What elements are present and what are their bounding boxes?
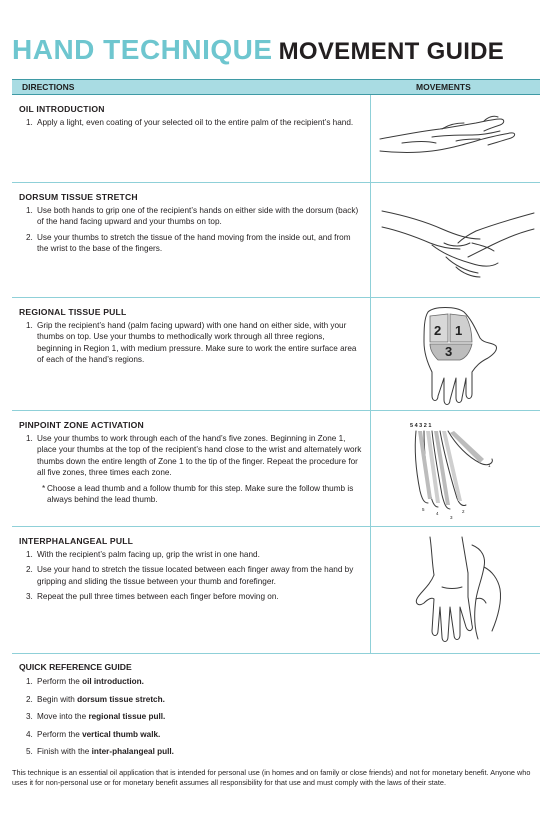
quick-reference-item bbox=[22, 694, 174, 705]
section-dorsum-tissue-stretch bbox=[12, 183, 540, 298]
step-text: Repeat the pull three times between each finger before moving on. bbox=[37, 592, 279, 602]
step-text: Use your thumbs to work through each of the hand’s five zones. Beginning in Zone 1, place your thumbs at the top of the recipient’s hand close to the wrist and alternately work thumbs down the entire length of Zone 1 to the tip of the finger. Repeat the procedure for all five zones, three times each zone. bbox=[37, 434, 362, 478]
section-title: REGIONAL TISSUE PULL bbox=[19, 307, 127, 317]
item-number: 5. bbox=[26, 747, 33, 757]
region-label-2: 2 bbox=[434, 323, 442, 338]
step-item bbox=[22, 591, 362, 602]
step-text: With the recipient’s palm facing up, grip the wrist in one hand. bbox=[37, 550, 260, 559]
open-palm-illustration bbox=[372, 95, 540, 182]
title-part-2: MOVEMENT GUIDE bbox=[278, 38, 505, 65]
region-label-3: 3 bbox=[445, 344, 453, 359]
step-note bbox=[22, 483, 362, 506]
section-interphalangeal-pull bbox=[12, 527, 540, 654]
section-title: DORSUM TISSUE STRETCH bbox=[19, 192, 138, 202]
step-text: Apply a light, even coating of your selected oil to the entire palm of the recipient’s hand. bbox=[37, 118, 354, 127]
item-text: Perform the bbox=[37, 677, 83, 686]
quick-reference-item bbox=[22, 676, 174, 687]
quick-reference-item bbox=[22, 711, 174, 722]
interphalangeal-illustration bbox=[372, 527, 540, 653]
step-list bbox=[22, 320, 362, 370]
step-item bbox=[22, 549, 362, 560]
note-text: Choose a lead thumb and a follow thumb for this step. Make sure the follow thumb is always behind the lead thumb. bbox=[47, 483, 354, 505]
open-palm-icon bbox=[372, 95, 540, 183]
page-title bbox=[12, 34, 504, 66]
step-list bbox=[22, 205, 362, 259]
step-text: Grip the recipient’s hand (palm facing upward) with one hand on either side, with your thumbs on top. Use your thumbs to methodically work through all three regions, beginning in Region 1, with medium pressure. Make sure to work the entire surface area of each of the hand’s regions. bbox=[37, 321, 357, 365]
step-list bbox=[22, 549, 362, 607]
item-bold-text: regional tissue pull. bbox=[88, 712, 166, 722]
hand-regions-illustration bbox=[372, 298, 540, 410]
item-number: 2. bbox=[26, 694, 33, 704]
step-text: Use both hands to grip one of the recipient’s hands on either side with the dorsum (back) of the hand facing upward and your thumbs on top. bbox=[37, 206, 359, 227]
step-item bbox=[22, 564, 362, 587]
step-item bbox=[22, 320, 362, 366]
item-bold-text: oil introduction. bbox=[82, 677, 144, 686]
disclaimer-footer: This technique is an essential oil application that is intended for personal use (in homes and on family or close friends) and not for monetary benefit. Anyone who uses it for non-personal use or for monetary benefit assumes all responsibility for that use and must comply with the laws of their state. bbox=[12, 768, 531, 788]
section-title: PINPOINT ZONE ACTIVATION bbox=[19, 420, 144, 430]
section-title: INTERPHALANGEAL PULL bbox=[19, 536, 134, 546]
step-item bbox=[22, 232, 362, 255]
step-number: 2. bbox=[26, 232, 33, 242]
column-divider bbox=[370, 95, 371, 182]
step-list bbox=[22, 433, 362, 509]
section-pinpoint-zone-activation bbox=[12, 411, 540, 527]
step-text: Use your hand to stretch the tissue located between each finger away from the hand by gripping and sliding the tissue between your thumb and forefinger. bbox=[37, 565, 354, 586]
quick-reference-item bbox=[22, 729, 174, 740]
directions-header: DIRECTIONS bbox=[22, 82, 75, 92]
zone-mark-5: 5 bbox=[422, 507, 425, 512]
quick-reference-title: QUICK REFERENCE GUIDE bbox=[19, 662, 132, 672]
item-text: Move into the bbox=[37, 712, 89, 722]
movements-header: MOVEMENTS bbox=[416, 82, 471, 92]
palm-regions-icon bbox=[372, 298, 540, 411]
step-number: 1. bbox=[26, 434, 33, 443]
column-divider bbox=[370, 298, 371, 410]
step-item bbox=[22, 433, 362, 479]
item-bold-text: dorsum tissue stretch. bbox=[77, 694, 165, 704]
step-number: 1. bbox=[26, 206, 33, 215]
column-divider bbox=[370, 183, 371, 297]
item-text: Finish with the bbox=[37, 747, 92, 757]
finger-pull-icon bbox=[372, 527, 540, 654]
step-item bbox=[22, 117, 362, 128]
region-label-1: 1 bbox=[455, 323, 463, 338]
step-text: Use your thumbs to stretch the tissue of the hand moving from the inside out, and from the wrist to the base of the fingers. bbox=[37, 232, 351, 254]
step-number: 3. bbox=[26, 592, 33, 602]
step-number: 1. bbox=[26, 118, 33, 127]
title-part-1: HAND TECHNIQUE bbox=[12, 34, 273, 65]
column-divider bbox=[370, 411, 371, 526]
step-list bbox=[22, 117, 362, 132]
zone-mark-1: 1 bbox=[488, 463, 491, 468]
column-header-bar bbox=[12, 79, 540, 95]
zone-mark-2: 2 bbox=[462, 509, 465, 514]
step-number: 1. bbox=[26, 550, 33, 559]
step-item bbox=[22, 205, 362, 228]
item-text: Begin with bbox=[37, 694, 78, 704]
item-text: Perform the bbox=[37, 729, 83, 739]
zone-mark-3: 3 bbox=[450, 515, 453, 520]
item-number: 1. bbox=[26, 677, 33, 686]
quick-reference-item bbox=[22, 746, 174, 757]
column-divider bbox=[370, 527, 371, 653]
item-number: 4. bbox=[26, 729, 33, 739]
hands-gripping-icon bbox=[372, 183, 540, 298]
note-asterisk: * bbox=[42, 483, 46, 493]
hand-zones-icon bbox=[372, 411, 540, 527]
zones-illustration bbox=[372, 411, 540, 526]
item-bold-text: vertical thumb walk. bbox=[82, 729, 161, 739]
dorsum-stretch-illustration bbox=[372, 183, 540, 297]
section-title: OIL INTRODUCTION bbox=[19, 104, 105, 114]
item-bold-text: inter-phalangeal pull. bbox=[91, 747, 174, 757]
step-number: 2. bbox=[26, 565, 33, 575]
item-number: 3. bbox=[26, 712, 33, 722]
step-number: 1. bbox=[26, 321, 33, 330]
section-regional-tissue-pull bbox=[12, 298, 540, 411]
quick-reference-list bbox=[22, 676, 174, 764]
section-oil-introduction bbox=[12, 95, 540, 183]
zones-top-label: 5 4 3 2 1 bbox=[410, 423, 432, 429]
zone-mark-4: 4 bbox=[436, 511, 439, 516]
